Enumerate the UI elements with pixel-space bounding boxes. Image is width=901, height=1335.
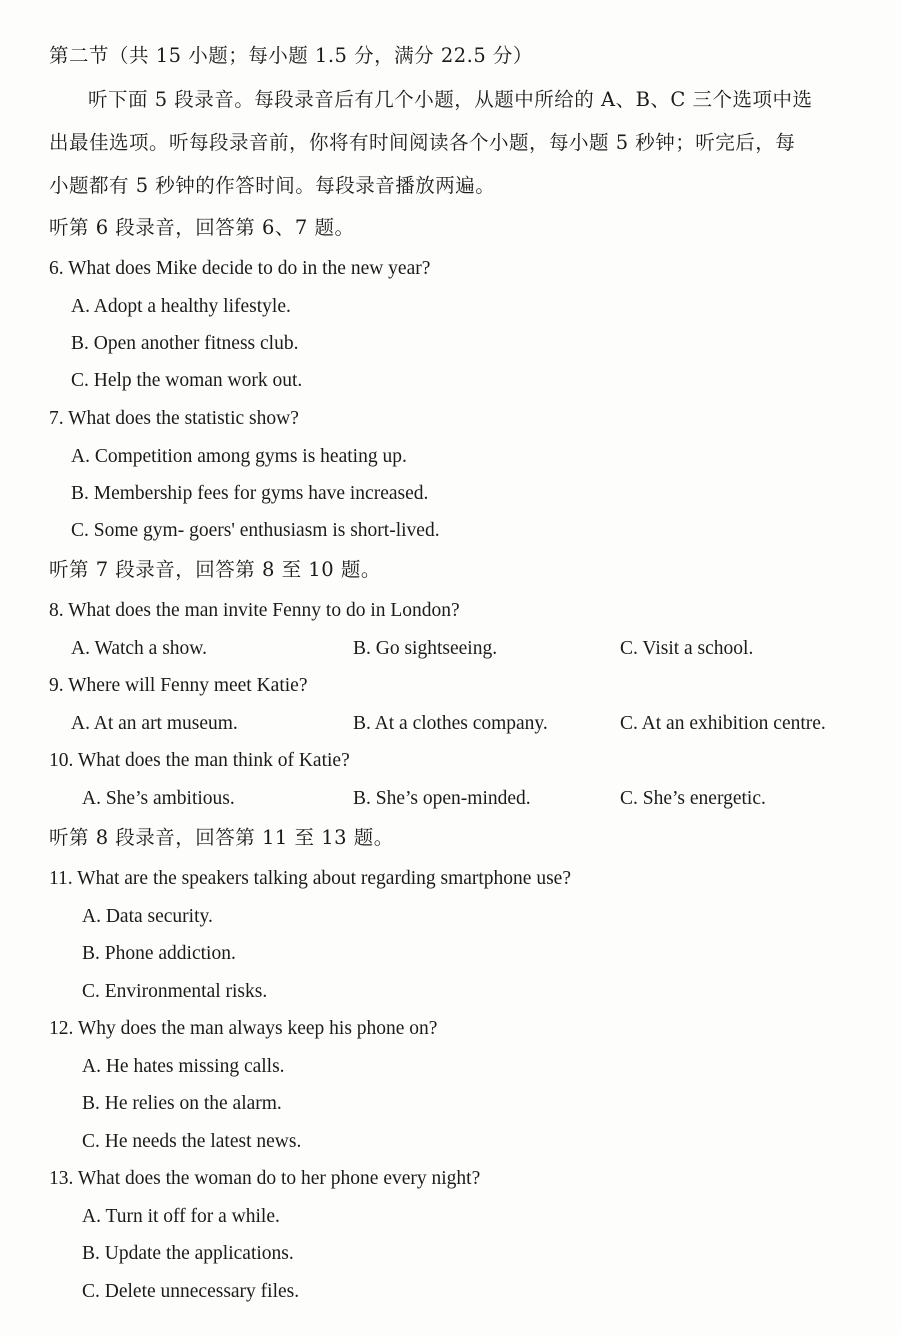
question-option: A. Data security.	[82, 906, 213, 927]
instruction-line-3: 小题都有 5 秒钟的作答时间。每段录音播放两遍。	[49, 174, 496, 197]
question-stem: 10. What does the man think of Katie?	[49, 750, 350, 771]
question-option: B. Go sightseeing.	[353, 638, 498, 659]
question-option: C. She’s energetic.	[620, 788, 766, 809]
question-stem: 8. What does the man invite Fenny to do in London?	[49, 600, 460, 621]
question-stem: 6. What does Mike decide to do in the new year?	[49, 258, 431, 279]
question-option: C. At an exhibition centre.	[620, 713, 826, 734]
question-option: A. Competition among gyms is heating up.	[71, 446, 407, 467]
question-stem: 12. Why does the man always keep his phone on?	[49, 1018, 438, 1039]
question-option: A. Adopt a healthy lifestyle.	[71, 296, 291, 317]
question-option: A. Watch a show.	[71, 638, 207, 659]
question-stem: 9. Where will Fenny meet Katie?	[49, 675, 308, 696]
question-option: C. Delete unnecessary files.	[82, 1281, 300, 1302]
question-option: A. She’s ambitious.	[82, 788, 235, 809]
question-option: C. Help the woman work out.	[71, 370, 303, 391]
question-option: A. He hates missing calls.	[82, 1056, 285, 1077]
group-heading: 听第 6 段录音，回答第 6、7 题。	[49, 216, 355, 239]
question-option: C. Some gym- goers' enthusiasm is short-lived.	[71, 520, 440, 541]
question-stem: 13. What does the woman do to her phone every night?	[49, 1168, 481, 1189]
question-option: A. At an art museum.	[71, 713, 238, 734]
section-header: 第二节（共 15 小题；每小题 1.5 分，满分 22.5 分）	[49, 44, 533, 67]
question-option: B. Membership fees for gyms have increased.	[71, 483, 429, 504]
instruction-line-1: 听下面 5 段录音。每段录音后有几个小题，从题中所给的 A、B、C 三个选项中选	[88, 88, 813, 111]
question-option: B. He relies on the alarm.	[82, 1093, 282, 1114]
question-stem: 7. What does the statistic show?	[49, 408, 299, 429]
question-option: C. He needs the latest news.	[82, 1131, 302, 1152]
question-option: B. Phone addiction.	[82, 943, 236, 964]
question-option: B. She’s open-minded.	[353, 788, 531, 809]
group-heading: 听第 8 段录音，回答第 11 至 13 题。	[49, 826, 394, 849]
question-option: B. Update the applications.	[82, 1243, 294, 1264]
group-heading: 听第 7 段录音，回答第 8 至 10 题。	[49, 558, 381, 581]
question-option: B. At a clothes company.	[353, 713, 548, 734]
instruction-line-2: 出最佳选项。听每段录音前，你将有时间阅读各个小题，每小题 5 秒钟；听完后，每	[49, 131, 796, 154]
question-option: C. Visit a school.	[620, 638, 754, 659]
question-option: B. Open another fitness club.	[71, 333, 299, 354]
question-option: A. Turn it off for a while.	[82, 1206, 280, 1227]
question-stem: 11. What are the speakers talking about regarding smartphone use?	[49, 868, 571, 889]
question-option: C. Environmental risks.	[82, 981, 268, 1002]
